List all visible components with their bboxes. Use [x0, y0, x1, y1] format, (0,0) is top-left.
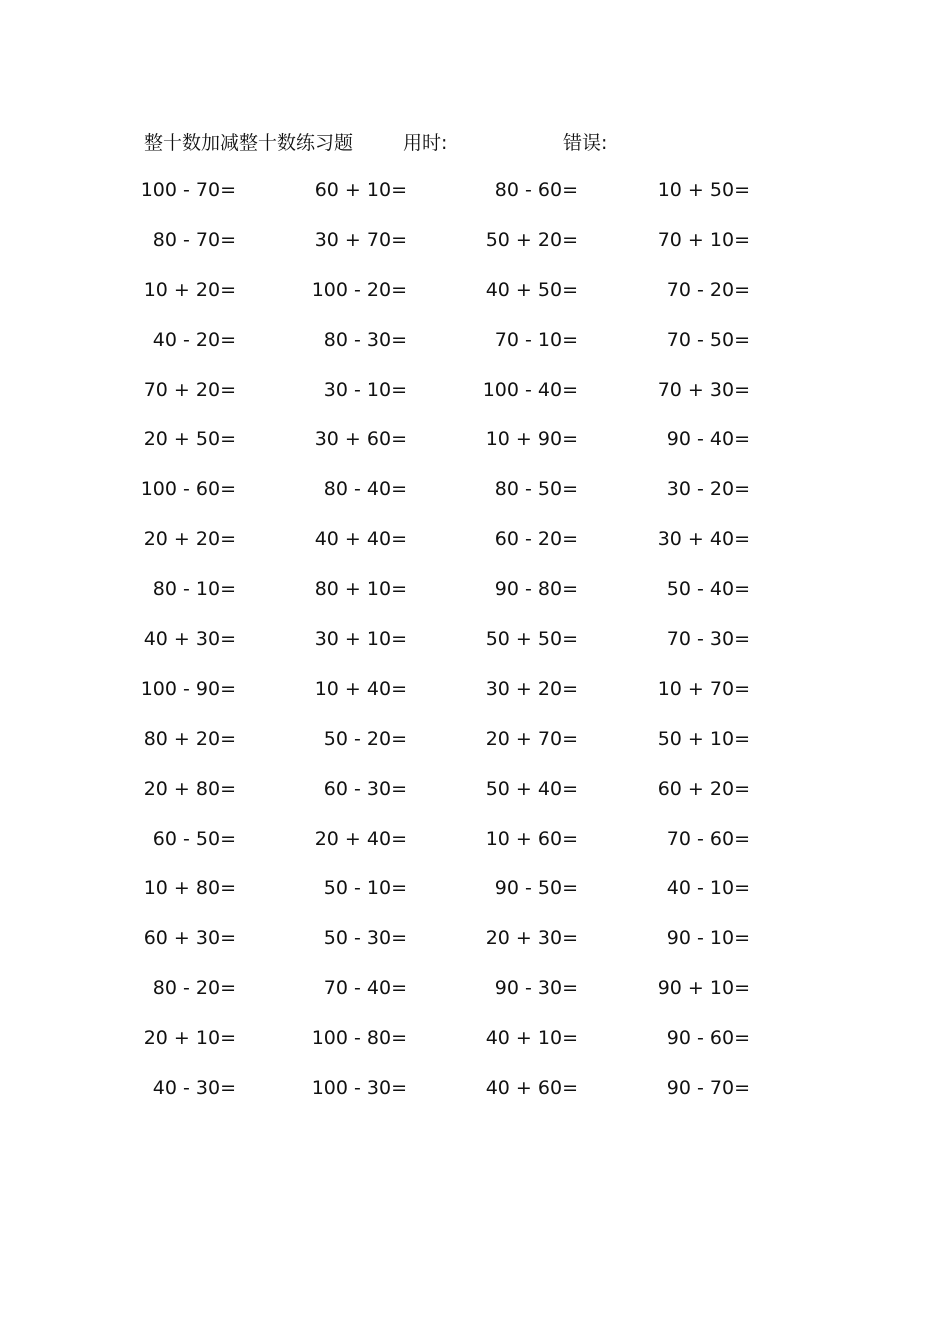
- problem-item: 40 + 50=: [485, 278, 578, 301]
- problem-row: [0, 973, 950, 1023]
- problem-row: [0, 325, 950, 375]
- problem-row: [0, 424, 950, 474]
- problem-item: 90 + 10=: [657, 977, 750, 1000]
- problem-row: [0, 1023, 950, 1073]
- worksheet-title: 整十数加减整十数练习题: [144, 132, 354, 154]
- problem-grid: [0, 175, 950, 1123]
- problem-item: 50 - 20=: [323, 727, 407, 750]
- problem-row: [0, 923, 950, 973]
- problem-row: [0, 1073, 950, 1123]
- problem-item: 50 - 30=: [323, 927, 407, 950]
- problem-item: 50 + 40=: [485, 777, 578, 800]
- problem-item: 30 + 40=: [657, 528, 750, 551]
- problem-item: 80 - 50=: [494, 478, 578, 501]
- problem-item: 10 + 60=: [485, 827, 578, 850]
- problem-row: [0, 574, 950, 624]
- problem-item: 20 + 30=: [485, 927, 578, 950]
- problem-item: 80 + 10=: [314, 578, 407, 601]
- problem-row: [0, 674, 950, 724]
- problem-item: 20 + 40=: [314, 827, 407, 850]
- problem-item: 100 - 30=: [311, 1077, 407, 1100]
- problem-item: 90 - 70=: [666, 1077, 750, 1100]
- problem-row: [0, 873, 950, 923]
- problem-item: 30 + 70=: [314, 228, 407, 251]
- problem-item: 50 + 50=: [485, 628, 578, 651]
- worksheet-header: [0, 128, 950, 158]
- problem-item: 40 + 30=: [143, 628, 236, 651]
- problem-row: [0, 624, 950, 674]
- problem-item: 60 + 30=: [143, 927, 236, 950]
- problem-item: 40 + 60=: [485, 1077, 578, 1100]
- problem-item: 100 - 20=: [311, 278, 407, 301]
- problem-item: 90 - 50=: [494, 877, 578, 900]
- problem-row: [0, 774, 950, 824]
- problem-item: 70 + 10=: [657, 228, 750, 251]
- problem-item: 70 - 20=: [666, 278, 750, 301]
- problem-item: 70 - 40=: [323, 977, 407, 1000]
- problem-item: 80 - 40=: [323, 478, 407, 501]
- problem-item: 90 - 40=: [666, 428, 750, 451]
- problem-item: 100 - 90=: [140, 677, 236, 700]
- problem-row: [0, 375, 950, 425]
- problem-item: 40 + 40=: [314, 528, 407, 551]
- problem-item: 50 - 40=: [666, 578, 750, 601]
- problem-item: 100 - 70=: [140, 179, 236, 201]
- problem-item: 20 + 20=: [143, 528, 236, 551]
- problem-item: 80 - 60=: [494, 179, 578, 201]
- problem-item: 10 + 90=: [485, 428, 578, 451]
- problem-item: 70 - 10=: [494, 328, 578, 351]
- problem-item: 80 - 10=: [152, 578, 236, 601]
- problem-item: 10 + 50=: [657, 179, 750, 201]
- problem-item: 60 + 10=: [314, 179, 407, 201]
- problem-item: 70 + 30=: [657, 378, 750, 401]
- problem-item: 100 - 80=: [311, 1027, 407, 1050]
- problem-item: 20 + 10=: [143, 1027, 236, 1050]
- problem-item: 60 + 20=: [657, 777, 750, 800]
- problem-item: 90 - 80=: [494, 578, 578, 601]
- problem-item: 50 - 10=: [323, 877, 407, 900]
- problem-row: [0, 724, 950, 774]
- problem-item: 100 - 60=: [140, 478, 236, 501]
- problem-item: 30 + 20=: [485, 677, 578, 700]
- problem-item: 90 - 30=: [494, 977, 578, 1000]
- problem-item: 20 + 80=: [143, 777, 236, 800]
- problem-item: 30 + 60=: [314, 428, 407, 451]
- problem-item: 70 - 50=: [666, 328, 750, 351]
- problem-item: 30 - 20=: [666, 478, 750, 501]
- problem-item: 50 + 20=: [485, 228, 578, 251]
- problem-item: 70 - 30=: [666, 628, 750, 651]
- problem-item: 40 - 10=: [666, 877, 750, 900]
- problem-item: 40 - 20=: [152, 328, 236, 351]
- problem-item: 90 - 60=: [666, 1027, 750, 1050]
- problem-item: 30 + 10=: [314, 628, 407, 651]
- problem-item: 50 + 10=: [657, 727, 750, 750]
- problem-item: 80 - 30=: [323, 328, 407, 351]
- problem-item: 10 + 40=: [314, 677, 407, 700]
- problem-item: 40 + 10=: [485, 1027, 578, 1050]
- problem-item: 10 + 70=: [657, 677, 750, 700]
- problem-item: 60 - 30=: [323, 777, 407, 800]
- errors-label: 错误:: [563, 132, 608, 154]
- problem-item: 10 + 80=: [143, 877, 236, 900]
- problem-row: [0, 225, 950, 275]
- problem-item: 60 - 20=: [494, 528, 578, 551]
- problem-row: [0, 175, 950, 225]
- problem-item: 30 - 10=: [323, 378, 407, 401]
- problem-item: 80 - 20=: [152, 977, 236, 1000]
- problem-row: [0, 524, 950, 574]
- problem-item: 20 + 70=: [485, 727, 578, 750]
- problem-item: 100 - 40=: [482, 378, 578, 401]
- problem-item: 90 - 10=: [666, 927, 750, 950]
- problem-item: 80 + 20=: [143, 727, 236, 750]
- problem-item: 70 - 60=: [666, 827, 750, 850]
- problem-item: 60 - 50=: [152, 827, 236, 850]
- problem-row: [0, 275, 950, 325]
- problem-item: 40 - 30=: [152, 1077, 236, 1100]
- problem-item: 70 + 20=: [143, 378, 236, 401]
- problem-item: 20 + 50=: [143, 428, 236, 451]
- problem-row: [0, 474, 950, 524]
- problem-item: 10 + 20=: [143, 278, 236, 301]
- problem-item: 80 - 70=: [152, 228, 236, 251]
- time-used-label: 用时:: [403, 132, 448, 154]
- problem-row: [0, 824, 950, 874]
